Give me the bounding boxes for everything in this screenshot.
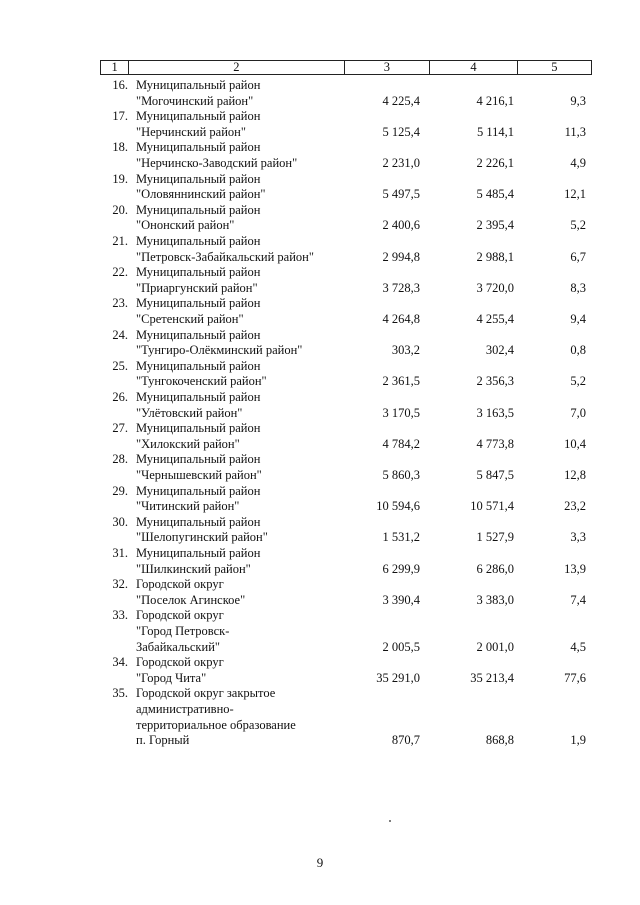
row-name-line: "Читинский район" [136,499,240,514]
row-number: 32. [112,577,128,592]
row-name-line: "Улётовский район" [136,405,243,420]
value-col-4: 2 356,3 [476,374,514,389]
table-row [0,78,640,109]
table-row [0,655,640,686]
header-col-4: 4 [430,61,517,74]
row-name-line: Городской округ закрытое [136,686,276,701]
row-name-line: Забайкальский" [136,639,220,654]
value-col-3: 4 784,2 [382,436,420,451]
value-col-3: 35 291,0 [376,670,420,685]
row-name-line: Муниципальный район [136,390,261,404]
value-col-3: 6 299,9 [382,561,420,576]
row-number: 26. [112,390,128,404]
row-number: 33. [112,608,128,623]
value-col-5: 9,4 [570,311,586,326]
row-name-line: "Сретенский район" [136,311,244,326]
table-row [0,686,640,748]
value-col-4: 302,4 [485,343,514,358]
row-name-line: Муниципальный район [136,452,261,467]
value-col-4: 2 988,1 [476,249,514,264]
row-name-line: "Нерчинский район" [136,124,246,139]
row-number: 34. [112,655,128,670]
row-name-line: "Чернышевский район" [136,467,262,482]
value-col-4: 6 286,0 [476,561,514,576]
value-col-5: 9,3 [570,93,586,108]
value-col-5: 13,9 [564,561,586,576]
value-col-5: 5,2 [570,374,586,389]
value-col-3: 5 860,3 [382,467,420,482]
value-col-3: 3 728,3 [382,280,420,295]
row-number: 29. [112,483,128,498]
value-col-5: 7,0 [570,405,586,420]
row-name-line: п. Горный [136,733,190,748]
row-name-line: "Могочинский район" [136,93,254,108]
row-name-line: Муниципальный район [136,514,261,529]
row-name-line: Городской округ [136,655,224,670]
value-col-3: 5 497,5 [382,187,420,202]
value-col-5: 4,5 [570,639,586,654]
table-row [0,390,640,421]
value-col-4: 35 213,4 [470,670,514,685]
row-name-line: "Тунгокоченский район" [136,374,267,389]
row-number: 31. [112,546,128,560]
value-col-5: 6,7 [570,249,586,264]
value-col-3: 303,2 [391,343,420,358]
row-number: 21. [112,234,128,248]
value-col-3: 3 390,4 [382,592,420,607]
value-col-4: 4 255,4 [476,311,514,326]
row-name-line: "Нерчинско-Заводский район" [136,155,298,170]
value-col-3: 5 125,4 [382,124,420,139]
row-name-line: "Хилокский район" [136,436,240,451]
table-row [0,452,640,483]
value-col-3: 2 005,5 [382,639,420,654]
row-name-line: "Петровск-Забайкальский район" [136,249,314,264]
row-name-line: "Ононский район" [136,218,235,233]
value-col-3: 4 264,8 [382,311,420,326]
row-name-line: "Тунгиро-Олёкминский район" [136,343,303,358]
row-name-line: административно- [136,701,234,716]
row-number: 35. [112,686,128,701]
header-col-3: 3 [345,61,431,74]
value-col-3: 10 594,6 [376,499,420,514]
row-number: 20. [112,202,128,217]
value-col-3: 2 400,6 [382,218,420,233]
row-number: 19. [112,171,128,186]
row-name-line: Муниципальный район [136,358,261,373]
value-col-3: 2 361,5 [382,374,420,389]
value-col-4: 4 773,8 [476,436,514,451]
table-row [0,359,640,390]
page-number: 9 [316,855,324,870]
row-name-line: Муниципальный район [136,265,261,280]
table-row [0,421,640,452]
row-number: 25. [112,358,128,373]
value-col-3: 2 231,0 [382,155,420,170]
row-name-line: Муниципальный район [136,78,261,92]
value-col-4: 5 114,1 [476,124,514,139]
value-col-5: 11,3 [564,124,586,139]
row-number: 18. [112,140,128,155]
value-col-5: 1,9 [570,733,586,748]
row-name-line: "Шилкинский район" [136,561,251,576]
row-number: 24. [112,327,128,342]
row-name-line: "Приаргунский район" [136,280,258,295]
value-col-5: 77,6 [564,670,586,685]
row-name-line: Муниципальный район [136,421,261,436]
stray-mark [389,820,391,822]
table-row [0,234,640,265]
value-col-3: 870,7 [391,733,420,748]
value-col-5: 7,4 [570,592,586,607]
value-col-3: 2 994,8 [382,249,420,264]
row-name-line: "Поселок Агинское" [136,592,246,607]
value-col-5: 8,3 [570,280,586,295]
table-row [0,328,640,359]
row-number: 23. [112,296,128,311]
row-name-line: Муниципальный район [136,296,261,311]
value-col-5: 12,8 [564,467,586,482]
row-name-line: Городской округ [136,577,224,592]
header-col-2: 2 [129,61,344,74]
table-row [0,296,640,327]
table-row [0,109,640,140]
value-col-4: 2 395,4 [476,218,514,233]
value-col-5: 0,8 [570,343,586,358]
value-col-4: 2 226,1 [476,155,514,170]
row-number: 30. [112,514,128,529]
value-col-3: 4 225,4 [382,93,420,108]
table-row [0,484,640,515]
value-col-5: 5,2 [570,218,586,233]
row-name-line: территориальное образование [136,717,296,732]
value-col-5: 3,3 [570,530,586,545]
table-row [0,546,640,577]
header-col-1: 1 [101,61,129,74]
value-col-5: 4,9 [570,155,586,170]
table-row [0,608,640,655]
row-number: 27. [112,421,128,436]
table-row [0,265,640,296]
value-col-4: 3 383,0 [476,592,514,607]
value-col-4: 10 571,4 [470,499,514,514]
value-col-4: 5 847,5 [476,467,514,482]
value-col-4: 4 216,1 [476,93,514,108]
table-row [0,172,640,203]
row-name-line: Муниципальный район [136,171,261,186]
value-col-4: 3 163,5 [476,405,514,420]
row-name-line: Муниципальный район [136,327,261,342]
row-name-line: "Шелопугинский район" [136,530,268,545]
row-name-line: Муниципальный район [136,140,261,155]
row-name-line: Муниципальный район [136,483,261,498]
row-name-line: "Город Петровск- [136,623,230,638]
value-col-4: 1 527,9 [476,530,514,545]
table-row [0,515,640,546]
row-name-line: Муниципальный район [136,234,261,248]
table-header [100,60,592,75]
value-col-4: 2 001,0 [476,639,514,654]
row-name-line: Муниципальный район [136,546,261,560]
value-col-3: 3 170,5 [382,405,420,420]
row-name-line: "Город Чита" [136,670,207,685]
value-col-4: 5 485,4 [476,187,514,202]
row-number: 22. [112,265,128,280]
row-name-line: Муниципальный район [136,202,261,217]
value-col-4: 3 720,0 [476,280,514,295]
table-row [0,203,640,234]
table-row [0,577,640,608]
header-col-5: 5 [518,61,592,74]
row-number: 16. [112,78,128,92]
value-col-5: 23,2 [564,499,586,514]
row-name-line: "Оловяннинский район" [136,187,266,202]
row-number: 28. [112,452,128,467]
row-name-line: Муниципальный район [136,109,261,124]
value-col-3: 1 531,2 [382,530,420,545]
table-row [0,140,640,171]
value-col-5: 12,1 [564,187,586,202]
row-name-line: Городской округ [136,608,224,623]
value-col-4: 868,8 [485,733,514,748]
row-number: 17. [112,109,128,124]
value-col-5: 10,4 [564,436,586,451]
